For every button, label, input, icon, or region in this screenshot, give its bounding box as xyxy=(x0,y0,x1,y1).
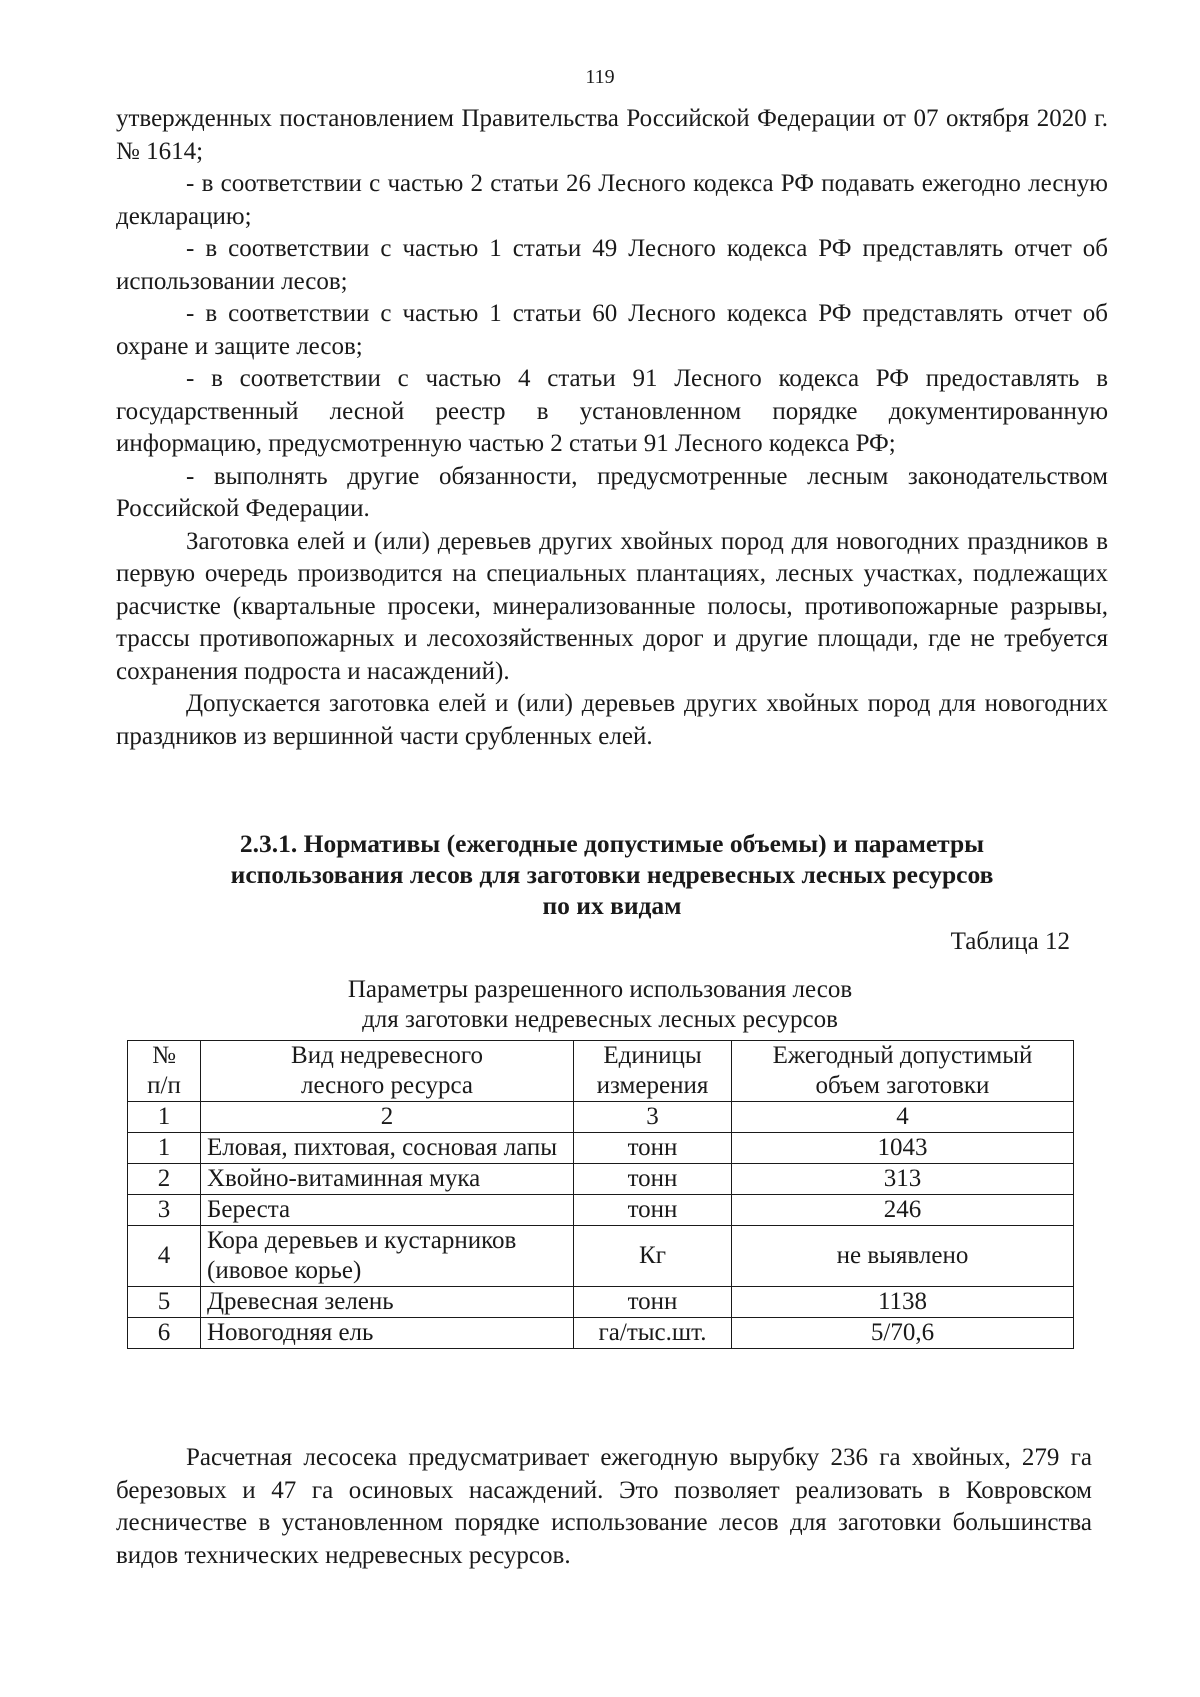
table-row xyxy=(128,1164,1074,1195)
section-heading-line: по их видам xyxy=(542,891,682,920)
column-number: 4 xyxy=(732,1102,1074,1133)
row-volume: 1138 xyxy=(732,1287,1074,1318)
paragraph: Расчетная лесосека предусматривает ежегодную вырубку 236 га хвойных, 279 га березовых и 47 га осиновых насаждений. Это позволяет реализовать в Ковровском лесничестве в установленном порядке использование лесов для заготовки большинства видов технических недревесных ресурсов. xyxy=(116,1444,1092,1569)
paragraph: - в соответствии с частью 4 статьи 91 Лесного кодекса РФ предоставлять в государственный лесной реестр в установленном порядке документированную информацию, предусмотренную частью 2 статьи 91 Лесного кодекса РФ; xyxy=(116,365,1108,457)
row-unit: тонн xyxy=(574,1287,732,1318)
row-number: 1 xyxy=(128,1133,201,1164)
resources-table xyxy=(127,1040,1074,1349)
row-number: 2 xyxy=(128,1164,201,1195)
paragraph: - выполнять другие обязанности, предусмотренные лесным законодательством Российской Федерации. xyxy=(116,462,1108,522)
row-unit: тонн xyxy=(574,1195,732,1226)
column-number: 1 xyxy=(128,1102,201,1133)
column-number-row xyxy=(128,1102,1074,1133)
section-heading-line: 2.3.1. Нормативы (ежегодные допустимые объемы) и параметры xyxy=(239,829,985,858)
paragraph: утвержденных постановлением Правительства Российской Федерации от 07 октября 2020 г. № 1614; xyxy=(116,105,1108,165)
header-unit: Единицы измерения xyxy=(574,1041,732,1102)
table-row xyxy=(128,1226,1074,1287)
paragraph: - в соответствии с частью 1 статьи 60 Лесного кодекса РФ представлять отчет об охране и защите лесов; xyxy=(116,300,1108,360)
table-row xyxy=(128,1133,1074,1164)
table-caption-line: Параметры разрешенного использования лесов xyxy=(347,976,853,1003)
row-unit: Кг xyxy=(574,1226,732,1287)
row-resource: Береста xyxy=(201,1195,574,1226)
closing-text xyxy=(116,1442,1092,1572)
row-volume: 5/70,6 xyxy=(732,1318,1074,1349)
table-header-row xyxy=(128,1041,1074,1102)
row-volume: 246 xyxy=(732,1195,1074,1226)
row-volume: не выявлено xyxy=(732,1226,1074,1287)
row-number: 4 xyxy=(128,1226,201,1287)
header-number: № п/п xyxy=(128,1041,201,1102)
table-row xyxy=(128,1287,1074,1318)
table-row xyxy=(128,1195,1074,1226)
paragraph: Допускается заготовка елей и (или) деревьев других хвойных пород для новогодних праздников из вершинной части срубленных елей. xyxy=(116,690,1108,750)
row-number: 3 xyxy=(128,1195,201,1226)
intro-text xyxy=(116,103,1108,753)
row-unit: га/тыс.шт. xyxy=(574,1318,732,1349)
section-heading xyxy=(116,828,1108,921)
table-caption-line: для заготовки недревесных лесных ресурсов xyxy=(362,1006,838,1033)
header-resource: Вид недревесного лесного ресурса xyxy=(201,1041,574,1102)
table-row xyxy=(128,1318,1074,1349)
row-resource: Хвойно-витаминная мука xyxy=(201,1164,574,1195)
section-heading-line: использования лесов для заготовки недревесных лесных ресурсов xyxy=(230,860,994,889)
row-number: 6 xyxy=(128,1318,201,1349)
column-number: 2 xyxy=(201,1102,574,1133)
row-volume: 313 xyxy=(732,1164,1074,1195)
column-number: 3 xyxy=(574,1102,732,1133)
row-number: 5 xyxy=(128,1287,201,1318)
page-number: 119 xyxy=(585,66,615,88)
row-resource: Кора деревьев и кустарников (ивовое корье) xyxy=(201,1226,574,1287)
table-caption xyxy=(0,975,1200,1035)
header-volume: Ежегодный допустимый объем заготовки xyxy=(732,1041,1074,1102)
paragraph: Заготовка елей и (или) деревьев других хвойных пород для новогодних праздников в первую очередь производится на специальных плантациях, лесных участках, подлежащих расчистке (квартальные просеки, минерализованные полосы, противопожарные разрывы, трассы противопожарных и лесохозяйственных дорог и другие площади, где не требуется сохранения подроста и насаждений). xyxy=(116,527,1108,685)
row-resource: Новогодняя ель xyxy=(201,1318,574,1349)
paragraph: - в соответствии с частью 1 статьи 49 Лесного кодекса РФ представлять отчет об использовании лесов; xyxy=(116,235,1108,295)
row-volume: 1043 xyxy=(732,1133,1074,1164)
row-resource: Древесная зелень xyxy=(201,1287,574,1318)
row-unit: тонн xyxy=(574,1164,732,1195)
paragraph: - в соответствии с частью 2 статьи 26 Лесного кодекса РФ подавать ежегодно лесную декларацию; xyxy=(116,170,1108,230)
row-resource: Еловая, пихтовая, сосновая лапы xyxy=(201,1133,574,1164)
row-unit: тонн xyxy=(574,1133,732,1164)
table-label: Таблица 12 xyxy=(950,928,1070,955)
